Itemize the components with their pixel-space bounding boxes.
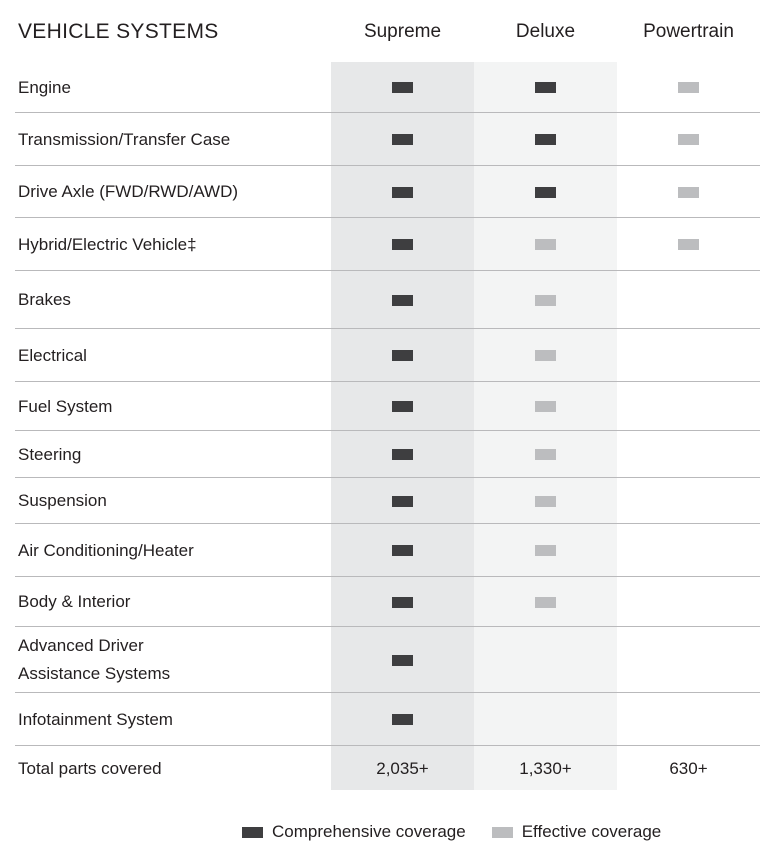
table-row: [0, 478, 776, 524]
comprehensive-coverage-icon: [535, 134, 556, 145]
coverage-cell-supreme: [331, 113, 474, 166]
effective-coverage-icon: [678, 239, 699, 250]
total-parts-value: 1,330+: [519, 759, 572, 778]
coverage-cell-supreme: [331, 166, 474, 218]
coverage-cell-powertrain: [617, 693, 760, 746]
effective-coverage-icon: [535, 239, 556, 250]
coverage-cell-powertrain: [617, 271, 760, 329]
coverage-cell-powertrain: [617, 478, 760, 524]
coverage-cell-deluxe: [474, 218, 617, 271]
coverage-cell-deluxe: [474, 62, 617, 113]
table-row: [0, 627, 776, 693]
coverage-cell-deluxe: [474, 329, 617, 382]
plan-header-supreme: Supreme: [363, 21, 442, 42]
comprehensive-coverage-icon: [392, 655, 413, 666]
table-header: [0, 0, 776, 62]
coverage-cell-deluxe: [474, 478, 617, 524]
total-parts-deluxe: [474, 746, 617, 792]
comprehensive-swatch-icon: [242, 827, 263, 838]
table-row: [0, 218, 776, 271]
total-parts-value: 630+: [669, 759, 708, 778]
comprehensive-coverage-icon: [392, 295, 413, 306]
table-row: [0, 693, 776, 746]
effective-swatch-icon: [492, 827, 513, 838]
effective-coverage-icon: [535, 545, 556, 556]
comprehensive-coverage-icon: [392, 187, 413, 198]
comprehensive-coverage-icon: [392, 350, 413, 361]
comprehensive-coverage-icon: [392, 597, 413, 608]
coverage-cell-powertrain: [617, 577, 760, 627]
coverage-table-body: [0, 62, 776, 792]
coverage-cell-powertrain: [617, 62, 760, 113]
coverage-cell-deluxe: [474, 577, 617, 627]
coverage-cell-powertrain: [617, 166, 760, 218]
table-row: [0, 577, 776, 627]
coverage-cell-supreme: [331, 431, 474, 478]
comprehensive-coverage-icon: [392, 239, 413, 250]
coverage-cell-deluxe: [474, 693, 617, 746]
comprehensive-coverage-icon: [392, 545, 413, 556]
coverage-cell-powertrain: [617, 329, 760, 382]
coverage-cell-deluxe: [474, 166, 617, 218]
coverage-cell-supreme: [331, 329, 474, 382]
system-label: Hybrid/Electric Vehicle‡: [18, 234, 197, 254]
coverage-cell-supreme: [331, 524, 474, 577]
coverage-cell-deluxe: [474, 113, 617, 166]
comprehensive-coverage-icon: [392, 449, 413, 460]
coverage-cell-deluxe: [474, 627, 617, 693]
system-label: Advanced Driver Assistance Systems: [18, 636, 171, 683]
coverage-cell-deluxe: [474, 271, 617, 329]
coverage-cell-powertrain: [617, 382, 760, 431]
system-label: Electrical: [18, 345, 87, 365]
coverage-cell-supreme: [331, 478, 474, 524]
table-title: VEHICLE SYSTEMS: [18, 20, 219, 43]
effective-coverage-icon: [535, 496, 556, 507]
effective-coverage-icon: [678, 134, 699, 145]
coverage-cell-supreme: [331, 62, 474, 113]
effective-coverage-icon: [535, 350, 556, 361]
legend-label-effective: Effective coverage: [521, 822, 662, 841]
system-label: Suspension: [18, 491, 107, 510]
coverage-cell-powertrain: [617, 431, 760, 478]
plan-header-deluxe: Deluxe: [515, 21, 576, 42]
totals-row: [0, 746, 776, 792]
system-label: Fuel System: [18, 396, 113, 416]
comprehensive-coverage-icon: [392, 714, 413, 725]
coverage-cell-powertrain: [617, 218, 760, 271]
effective-coverage-icon: [535, 449, 556, 460]
coverage-cell-deluxe: [474, 382, 617, 431]
plan-header-powertrain: Powertrain: [643, 21, 734, 42]
coverage-cell-deluxe: [474, 524, 617, 577]
total-parts-value: 2,035+: [376, 759, 429, 778]
comprehensive-coverage-icon: [392, 82, 413, 93]
system-label: Air Conditioning/Heater: [18, 540, 194, 560]
legend-item-effective: [492, 822, 662, 842]
legend-label-comprehensive: Comprehensive coverage: [272, 822, 466, 841]
coverage-cell-supreme: [331, 271, 474, 329]
totals-label: Total parts covered: [18, 759, 162, 778]
legend: [242, 820, 687, 844]
coverage-cell-supreme: [331, 577, 474, 627]
table-row: [0, 62, 776, 113]
coverage-cell-deluxe: [474, 431, 617, 478]
system-label: Body & Interior: [18, 592, 131, 611]
coverage-cell-supreme: [331, 627, 474, 693]
effective-coverage-icon: [678, 187, 699, 198]
table-row: [0, 271, 776, 329]
comprehensive-coverage-icon: [392, 134, 413, 145]
table-row: [0, 524, 776, 577]
table-row: [0, 113, 776, 166]
system-label: Drive Axle (FWD/RWD/AWD): [18, 182, 239, 201]
total-parts-supreme: [331, 746, 474, 792]
effective-coverage-icon: [535, 597, 556, 608]
system-label: Engine: [18, 77, 71, 97]
comprehensive-coverage-icon: [392, 401, 413, 412]
comprehensive-coverage-icon: [535, 82, 556, 93]
system-label: Transmission/Transfer Case: [18, 129, 231, 149]
total-parts-powertrain: [617, 746, 760, 792]
system-label: Steering: [18, 444, 82, 464]
comprehensive-coverage-icon: [535, 187, 556, 198]
table-row: [0, 431, 776, 478]
coverage-cell-powertrain: [617, 113, 760, 166]
system-label: Infotainment System: [18, 709, 173, 729]
coverage-cell-powertrain: [617, 627, 760, 693]
effective-coverage-icon: [535, 295, 556, 306]
coverage-cell-supreme: [331, 218, 474, 271]
coverage-cell-supreme: [331, 382, 474, 431]
effective-coverage-icon: [678, 82, 699, 93]
comprehensive-coverage-icon: [392, 496, 413, 507]
effective-coverage-icon: [535, 401, 556, 412]
legend-item-comprehensive: [242, 822, 466, 842]
system-label: Brakes: [18, 290, 71, 309]
table-row: [0, 382, 776, 431]
coverage-cell-supreme: [331, 693, 474, 746]
table-row: [0, 166, 776, 218]
coverage-cell-powertrain: [617, 524, 760, 577]
table-row: [0, 329, 776, 382]
